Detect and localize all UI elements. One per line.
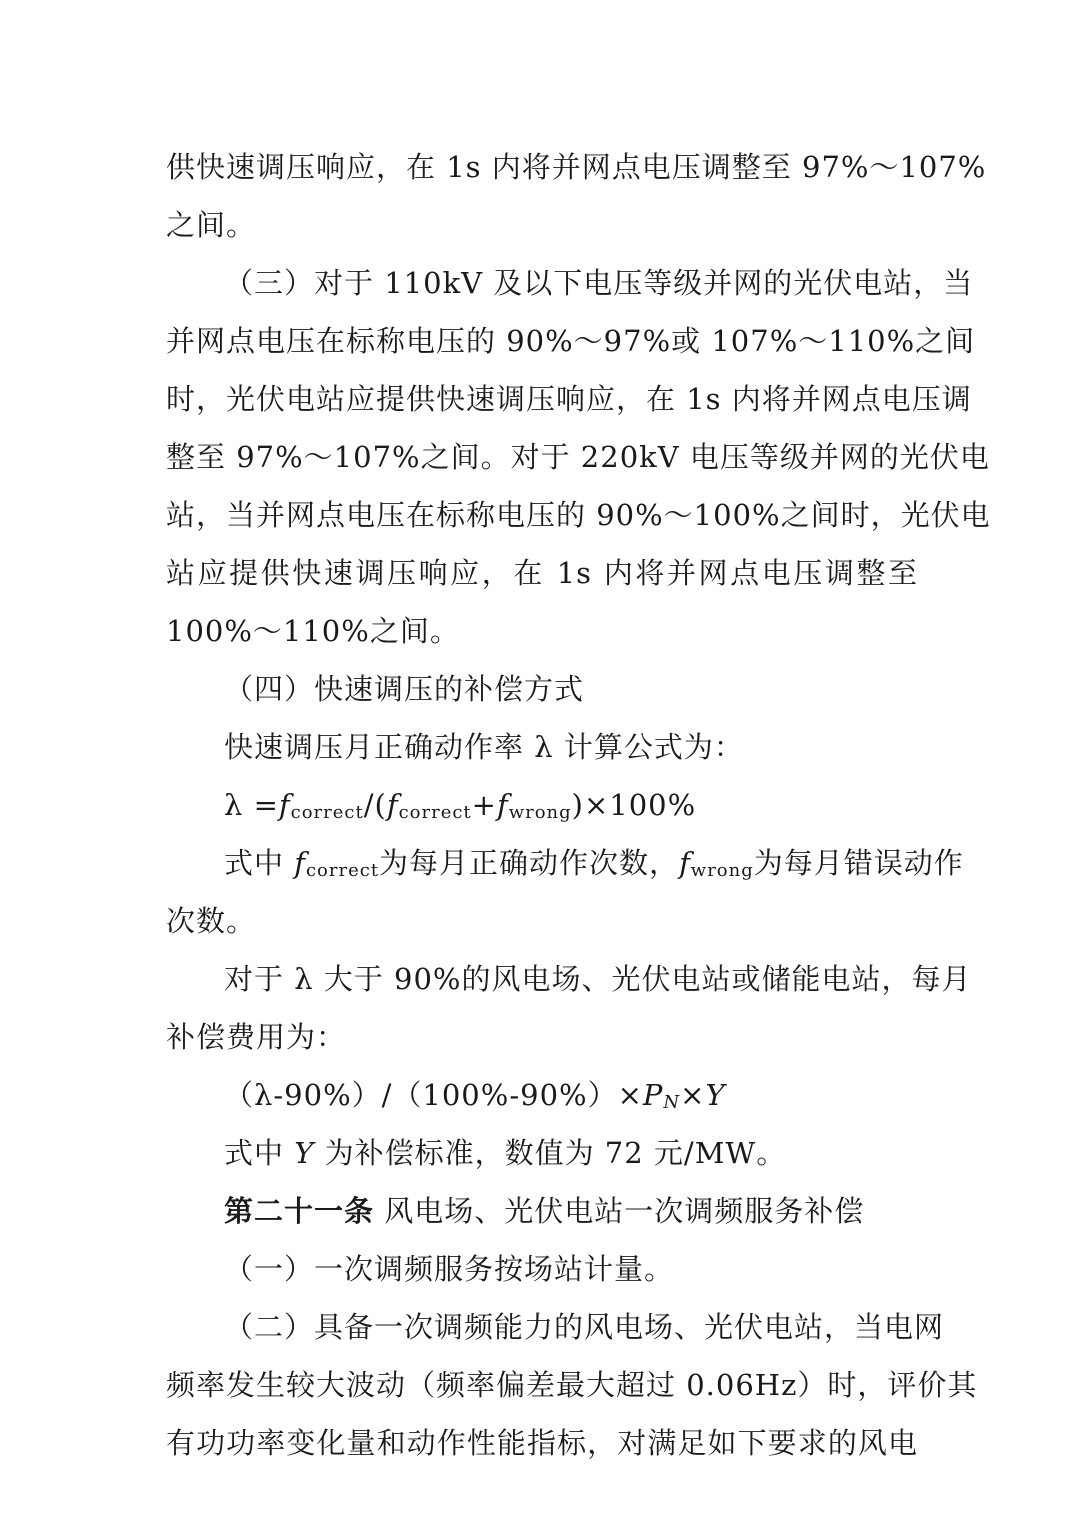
text-line: 次数。 [166,904,257,938]
definition-text: 式中 [224,846,295,880]
formula-symbol: f [496,788,509,822]
formula-definition [166,834,964,892]
text-line: 频率发生较大波动（频率偏差最大超过 0.06Hz）时，评价其 [166,1368,978,1402]
definition-text: 式中 [224,1136,295,1170]
formula-symbol: f [679,846,691,880]
article-title: 风电场、光伏电站一次调频服务补偿 [374,1194,865,1228]
section-heading: （四）快速调压的补偿方式 [224,672,585,706]
text-line: （三）对于 110kV 及以下电压等级并网的光伏电站，当 [224,266,974,300]
formula-symbol: Y [705,1078,726,1112]
formula-subscript-symbol: N [663,1092,681,1113]
formula-subscript: correct [398,802,472,823]
text-line: 有功功率变化量和动作性能指标，对满足如下要求的风电 [166,1426,918,1460]
text-line: 并网点电压在标称电压的 90%～97%或 107%～110%之间 [166,324,976,358]
definition-text: 为每月错误动作 [753,846,964,880]
formula-symbol: f [386,788,399,822]
text-line: 对于 λ 大于 90%的风电场、光伏电站或储能电站，每月 [224,962,972,996]
formula-lead: λ = [224,788,279,822]
formula-definition [166,1124,918,1182]
text-line: 时，光伏电站应提供快速调压响应，在 1s 内将并网点电压调 [166,382,972,416]
formula-subscript: correct [305,860,380,881]
text-line: （二）具备一次调频能力的风电场、光伏电站，当电网 [224,1310,945,1344]
formula-subscript: wrong [690,860,754,881]
formula-symbol: P [642,1078,664,1112]
definition-text: 为补偿标准，数值为 72 元/MW。 [314,1136,787,1170]
text-line: 站，当并网点电压在标称电压的 90%～100%之间时，光伏电 [166,498,991,532]
formula-tail: )×100% [571,788,697,822]
article-heading [166,1182,918,1240]
text-line: 补偿费用为： [166,1020,347,1054]
text-line: 站应提供快速调压响应，在 1s 内将并网点电压调整至 [166,556,918,590]
text-line: 100%～110%之间。 [166,614,460,648]
formula-operator: /( [363,788,387,822]
text-line: 供快速调压响应，在 1s 内将并网点电压调整至 97%～107% [166,150,987,184]
formula-subscript: wrong [508,802,572,823]
formula-symbol: f [294,846,306,880]
definition-text: 为每月正确动作次数， [379,846,680,880]
text-line: 之间。 [166,208,257,242]
text-line: 快速调压月正确动作率 λ 计算公式为： [224,730,744,764]
formula-symbol: f [278,788,291,822]
article-number: 第二十一条 [224,1194,375,1228]
formula-subscript [663,1092,680,1113]
formula-operator: × [680,1078,706,1112]
formula-subscript: correct [290,802,364,823]
document-body [166,138,991,1472]
text-line: 整至 97%～107%之间。对于 220kV 电压等级并网的光伏电 [166,440,990,474]
formula-operator: + [471,788,497,822]
text-line: （一）一次调频服务按场站计量。 [224,1252,675,1286]
formula-compensation [166,1066,918,1124]
formula-text: （λ-90%）/（100%-90%）× [224,1078,643,1112]
formula-symbol: Y [294,1136,315,1170]
formula-accuracy-rate [166,776,918,834]
